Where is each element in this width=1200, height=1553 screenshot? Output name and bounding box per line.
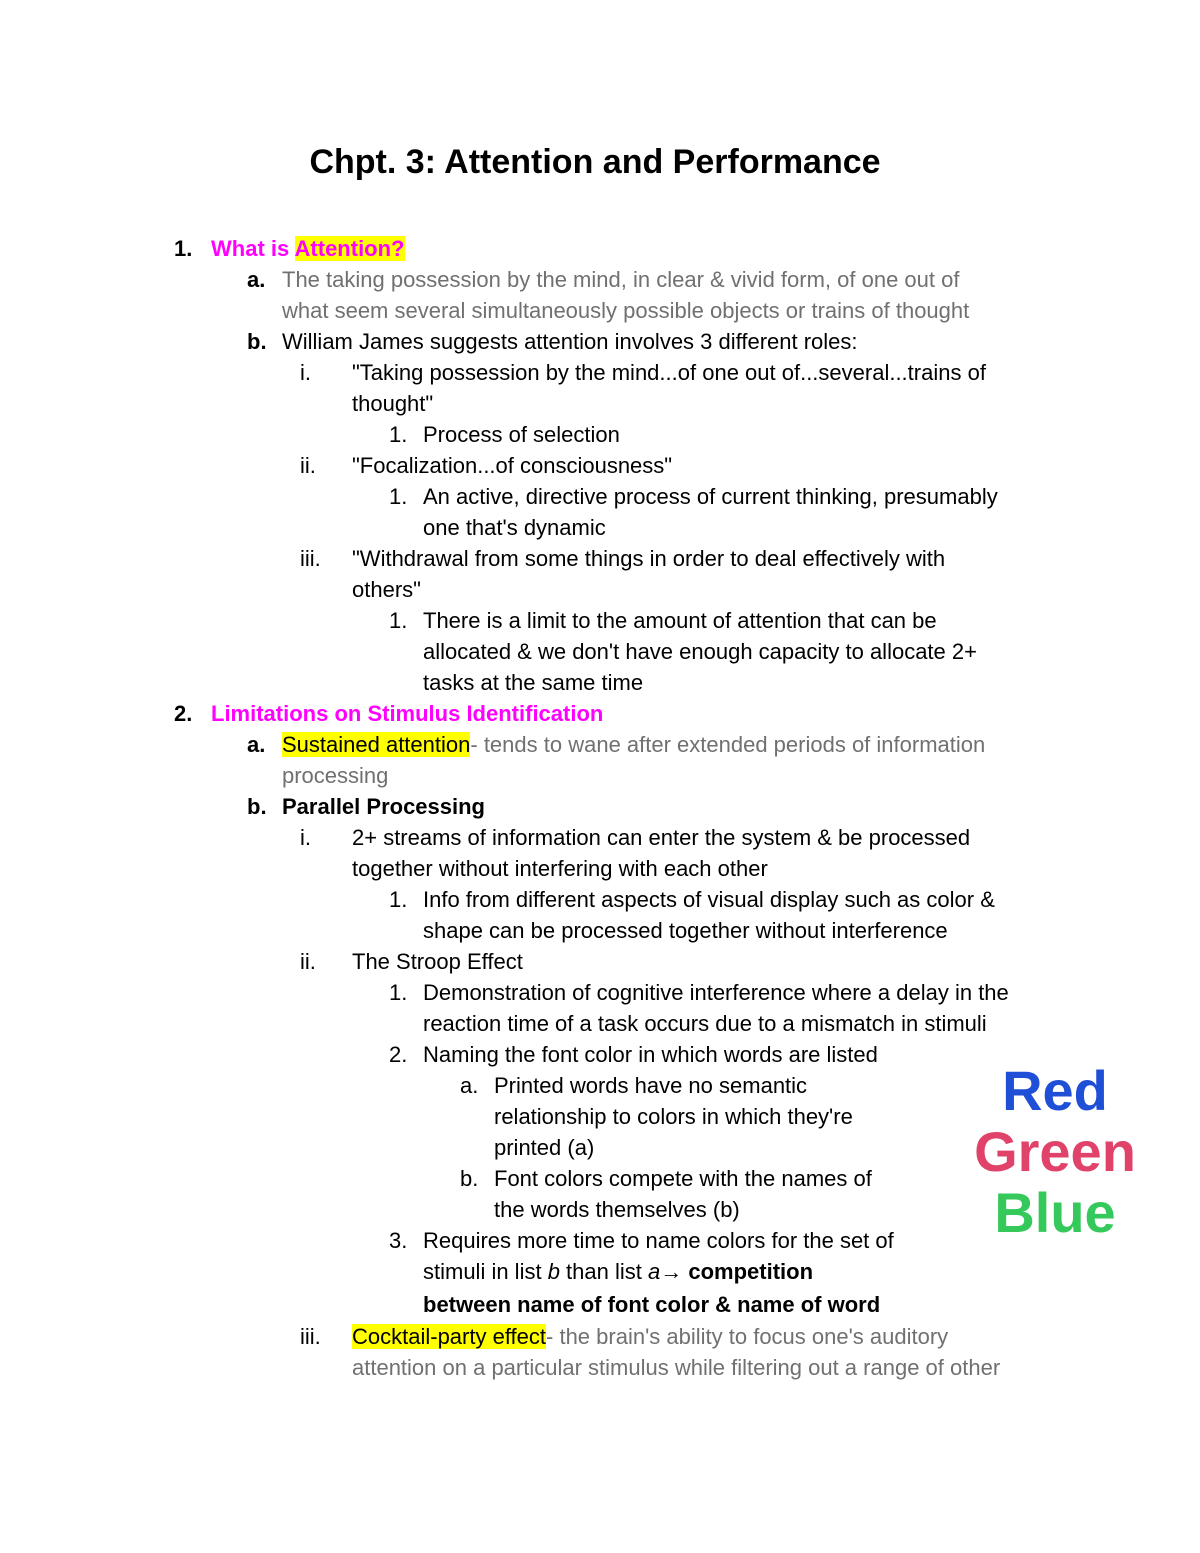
- list-marker: 2.: [389, 1042, 408, 1067]
- list-marker: 1.: [389, 422, 408, 447]
- list-marker: 1.: [389, 980, 408, 1005]
- definition-text: - tends to wane after extended periods of information: [470, 732, 986, 757]
- list-marker: 1.: [389, 887, 408, 912]
- list-marker: a.: [460, 1073, 479, 1098]
- list-marker: iii.: [300, 546, 321, 571]
- list-item-text: allocated & we don't have enough capacity to allocate 2+: [423, 639, 977, 664]
- list-item-text: Naming the font color in which words are listed: [423, 1042, 878, 1067]
- list-marker: b.: [247, 329, 267, 354]
- list-item-text: Info from different aspects of visual display such as color &: [423, 887, 995, 912]
- list-item-text: tasks at the same time: [423, 670, 644, 695]
- heading-highlight: Attention?: [294, 236, 405, 261]
- list-marker: ii.: [300, 453, 316, 478]
- list-item-text: one that's dynamic: [423, 515, 606, 540]
- list-marker: a.: [247, 732, 266, 757]
- stroop-word-blue: Blue: [994, 1181, 1116, 1244]
- stroop-word-red: Red: [1002, 1059, 1108, 1122]
- list-item-text: [423, 1256, 813, 1287]
- bold-conclusion: between name of font color & name of word: [423, 1292, 881, 1317]
- subheading-parallel-processing: Parallel Processing: [282, 794, 485, 819]
- heading-text: What is: [211, 236, 295, 261]
- list-item-text: thought": [352, 391, 434, 416]
- list-item-text: An active, directive process of current thinking, presumably: [423, 484, 998, 509]
- list-item-text: reaction time of a task occurs due to a mismatch in stimuli: [423, 1011, 987, 1036]
- list-item-text: The Stroop Effect: [352, 949, 523, 974]
- list-marker: b.: [247, 794, 267, 819]
- list-item-text: Process of selection: [423, 422, 620, 447]
- stroop-example-image: [930, 1060, 1180, 1243]
- list-item-text: 2+ streams of information can enter the system & be processed: [352, 825, 971, 850]
- italic-list-label: a: [647, 1259, 661, 1284]
- list-item-text: "Withdrawal from some things in order to deal effectively with: [352, 546, 946, 571]
- text-run: than list: [559, 1259, 648, 1284]
- term-highlight: Cocktail-party effect: [352, 1324, 547, 1349]
- list-item-text: "Taking possession by the mind...of one out of...several...trains of: [352, 360, 986, 385]
- list-item-text: Printed words have no semantic: [494, 1073, 808, 1098]
- italic-list-label: b: [547, 1259, 560, 1284]
- definition-line: processing: [282, 763, 389, 788]
- list-marker: ii.: [300, 949, 316, 974]
- list-item-text: Demonstration of cognitive interference where a delay in the: [423, 980, 1009, 1005]
- list-marker: i.: [300, 825, 311, 850]
- list-item-text: "Focalization...of consciousness": [352, 453, 673, 478]
- section-heading-what-is-attention: [211, 233, 405, 264]
- list-item-text: relationship to colors in which they're: [494, 1104, 853, 1129]
- term-highlight: Sustained attention: [282, 732, 471, 757]
- list-item-text: Font colors compete with the names of: [494, 1166, 872, 1191]
- definition-line: attention on a particular stimulus while filtering out a range of other: [352, 1355, 1001, 1380]
- list-item-text: printed (a): [494, 1135, 595, 1160]
- list-marker: a.: [247, 267, 266, 292]
- list-item-text: shape can be processed together without interference: [423, 918, 948, 943]
- list-item-text: [352, 1321, 948, 1352]
- stroop-word-green: Green: [974, 1120, 1136, 1183]
- list-marker: 2.: [174, 701, 193, 726]
- list-marker: 1.: [389, 608, 408, 633]
- list-marker: iii.: [300, 1324, 321, 1349]
- definition-line: The taking possession by the mind, in clear & vivid form, of one out of: [282, 267, 960, 292]
- list-marker: 1.: [174, 236, 193, 261]
- definition-text: - the brain's ability to focus one's auditory: [546, 1324, 949, 1349]
- list-item-text: others": [352, 577, 421, 602]
- list-marker: b.: [460, 1166, 479, 1191]
- list-marker: 1.: [389, 484, 408, 509]
- list-item-text: There is a limit to the amount of attention that can be: [423, 608, 937, 633]
- definition-line: what seem several simultaneously possible objects or trains of thought: [282, 298, 970, 323]
- list-item-text: together without interfering with each other: [352, 856, 768, 881]
- bold-conclusion: → competition: [660, 1259, 814, 1284]
- text-run: stimuli in list: [423, 1259, 548, 1284]
- section-heading-limitations: Limitations on Stimulus Identification: [211, 701, 604, 726]
- list-marker: i.: [300, 360, 311, 385]
- page-title: Chpt. 3: Attention and Performance: [309, 143, 881, 181]
- list-item-text: William James suggests attention involves 3 different roles:: [282, 329, 858, 354]
- list-item-text: [282, 729, 985, 760]
- list-marker: 3.: [389, 1228, 408, 1253]
- list-item-text: Requires more time to name colors for the set of: [423, 1228, 894, 1253]
- list-item-text: the words themselves (b): [494, 1197, 740, 1222]
